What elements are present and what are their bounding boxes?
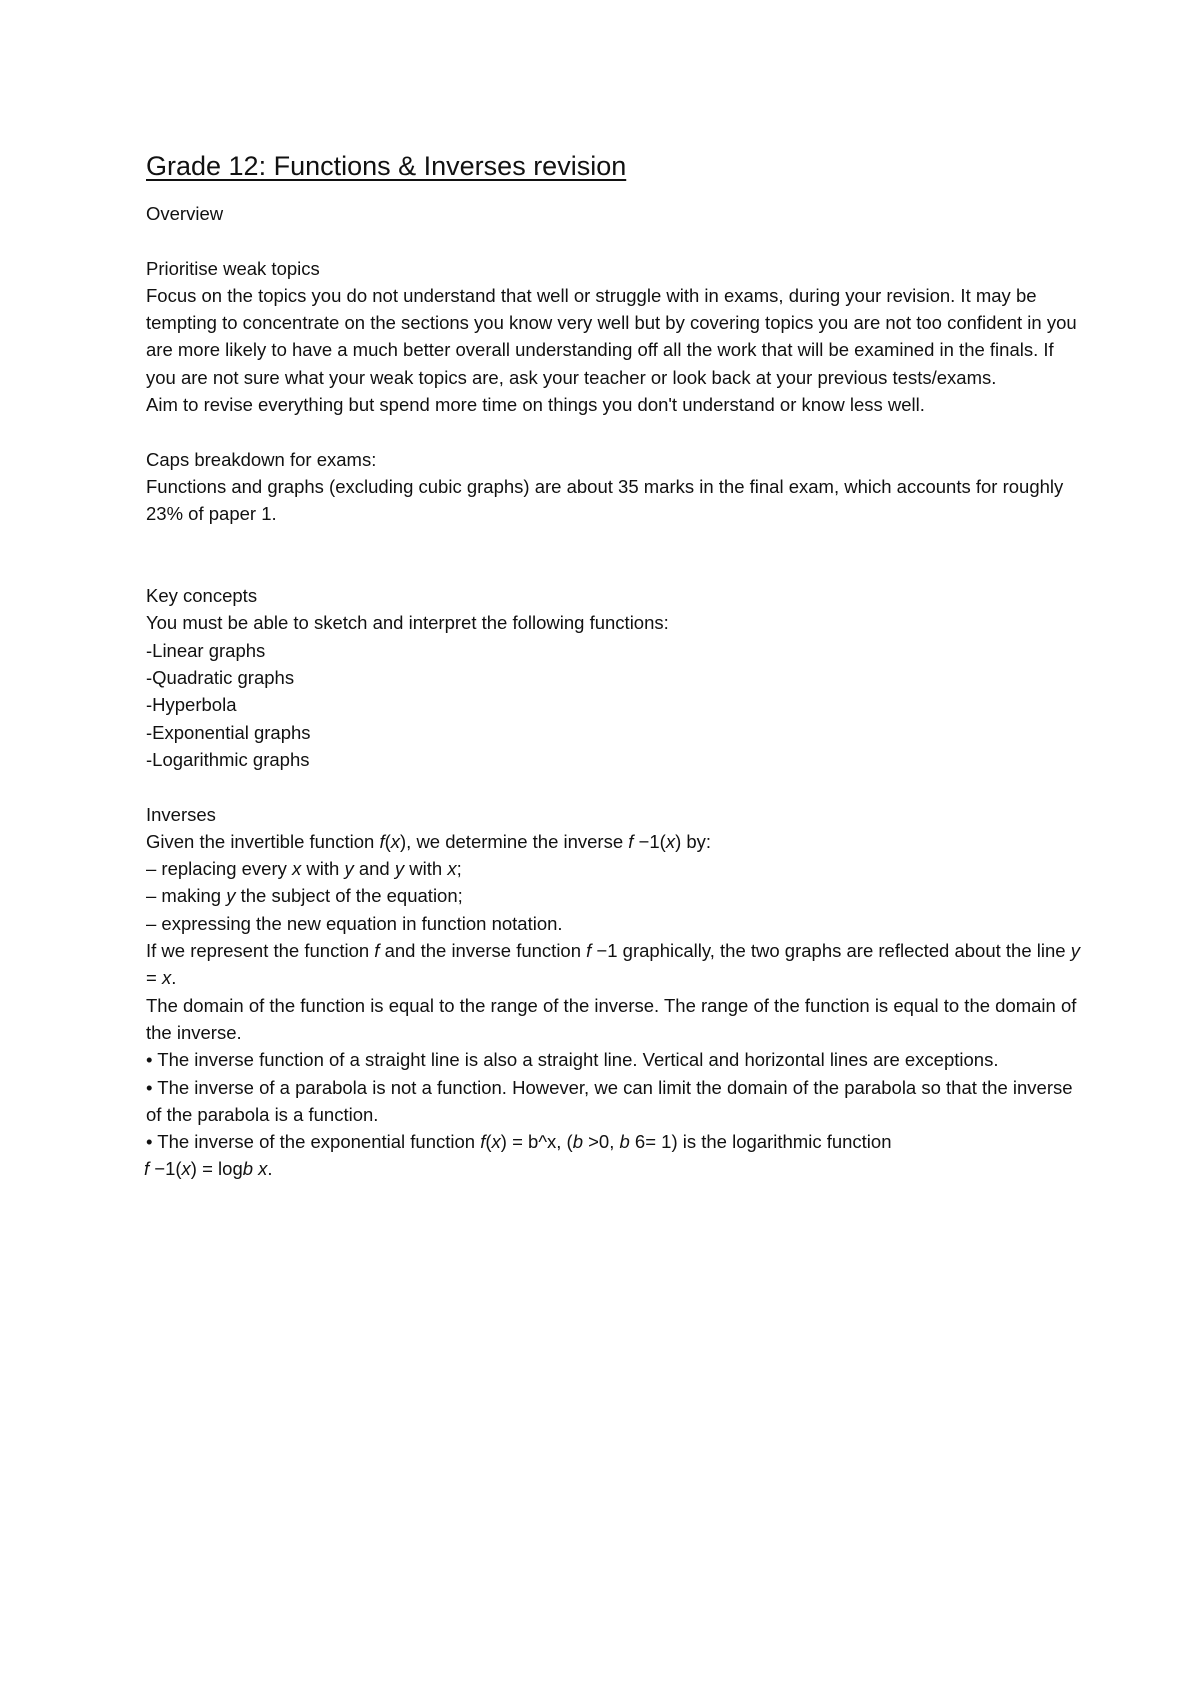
prioritise-aim: Aim to revise everything but spend more time on things you don't understand or know less well. <box>146 394 925 416</box>
prioritise-paragraph: Focus on the topics you do not understand that well or struggle with in exams, during your revision. It may be tempting to concentrate on the sections you know very well but by covering topics you are not too confident in you are more likely to have a much better overall understanding off all the work that will be examined in the finals. If you are not sure what your weak topics are, ask your teacher or look back at your previous tests/exams. <box>146 284 1077 388</box>
spacer <box>146 227 1086 254</box>
bullet-exponential: • The inverse of the exponential function f(x) = b^x, (b >0, b 6= 1) is the logarithmic function <box>146 1131 892 1153</box>
bullet-straight-line: • The inverse function of a straight line is also a straight line. Vertical and horizontal lines are exceptions. <box>146 1049 999 1071</box>
inverse-domain-range: The domain of the function is equal to the range of the inverse. The range of the function is equal to the domain of the inverse. <box>146 994 1077 1043</box>
caps-paragraph: Functions and graphs (excluding cubic graphs) are about 35 marks in the final exam, which accounts for roughly 23% of paper 1. <box>146 475 1064 525</box>
inverse-reflection: If we represent the function f and the inverse function f −1 graphically, the two graphs are reflected about the line y = x. <box>146 940 1080 989</box>
spacer <box>146 528 1086 583</box>
spacer <box>146 773 1086 800</box>
bullet-parabola: • The inverse of a parabola is not a function. However, we can limit the domain of the parabola so that the inverse of the parabola is a function. <box>146 1076 1073 1125</box>
document-content <box>146 148 1086 1183</box>
list-item: -Quadratic graphs <box>146 667 295 689</box>
page-title: Grade 12: Functions & Inverses revision <box>146 151 627 181</box>
inverse-step-subject: – making y the subject of the equation; <box>146 885 463 907</box>
inverse-step-notation: – expressing the new equation in function notation. <box>146 912 563 934</box>
caps-heading: Caps breakdown for exams: <box>146 448 377 470</box>
list-item: -Exponential graphs <box>146 721 311 743</box>
inverses-intro: Given the invertible function f(x), we determine the inverse f −1(x) by: <box>146 830 712 852</box>
log-formula: f −1(x) = logb x. <box>144 1158 273 1180</box>
inverses-heading: Inverses <box>146 803 216 825</box>
overview-heading: Overview <box>146 203 224 224</box>
list-item: -Logarithmic graphs <box>146 748 310 770</box>
list-item: -Linear graphs <box>146 639 266 661</box>
spacer <box>146 418 1086 445</box>
key-concepts-heading: Key concepts <box>146 585 258 607</box>
key-concepts-intro: You must be able to sketch and interpret the following functions: <box>146 612 669 634</box>
list-item: -Hyperbola <box>146 694 237 716</box>
prioritise-heading: Prioritise weak topics <box>146 257 320 279</box>
inverse-step-replace: – replacing every x with y and y with x; <box>146 858 462 880</box>
